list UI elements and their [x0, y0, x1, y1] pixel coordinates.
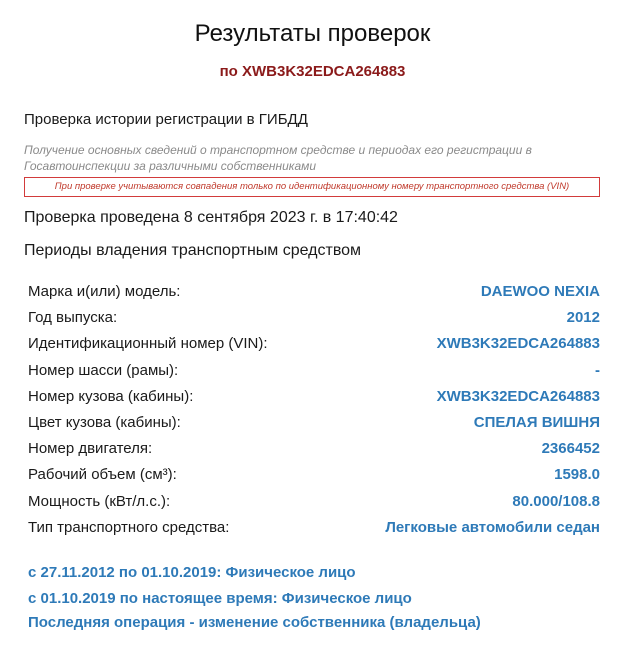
details-label: Марка и(или) модель: [28, 283, 181, 300]
last-operation: Последняя операция - изменение собственника (владельца) [28, 614, 481, 631]
details-row-type [28, 515, 600, 541]
ownership-period: с 27.11.2012 по 01.10.2019: Физическое лицо [28, 564, 356, 581]
ownership-period: с 01.10.2019 по настоящее время: Физическое лицо [28, 590, 412, 607]
details-row-engine [28, 436, 600, 462]
details-label: Идентификационный номер (VIN): [28, 335, 268, 353]
ownership-periods [28, 561, 600, 635]
vin-notice-box: При проверке учитываются совпадения только по идентификационному номеру транспортного средства (VIN) [24, 177, 600, 197]
section-title: Проверка истории регистрации в ГИБДД [24, 111, 308, 128]
section-description: Получение основных сведений о транспортном средстве и периодах его регистрации в Госавтоинспекции за различными собственниками [24, 143, 532, 173]
details-label: Мощность (кВт/л.с.): [28, 492, 171, 510]
details-label: Номер двигателя: [28, 440, 153, 458]
details-row-color [28, 410, 600, 436]
details-row-model [28, 279, 600, 305]
page-title: Результаты проверок [194, 20, 431, 47]
details-label: Год выпуска: [28, 309, 118, 327]
details-value: 1598.0 [554, 466, 600, 484]
details-label: Номер кузова (кабины): [28, 387, 194, 405]
details-row-vin [28, 331, 600, 357]
details-label: Цвет кузова (кабины): [28, 413, 181, 431]
details-label: Рабочий объем (см³): [28, 466, 177, 484]
details-row-body [28, 384, 600, 410]
details-value: Легковые автомобили седан [385, 518, 600, 536]
periods-title: Периоды владения транспортным средством [24, 242, 362, 259]
details-value: DAEWOO NEXIA [480, 283, 600, 300]
vin-subtitle: по XWB3K32EDCA264883 [219, 63, 406, 80]
details-row-year [28, 305, 600, 331]
details-value: XWB3K32EDCA264883 [436, 335, 600, 353]
details-value: СПЕЛАЯ ВИШНЯ [473, 413, 600, 431]
details-row-volume [28, 462, 600, 488]
details-value: XWB3K32EDCA264883 [436, 387, 600, 405]
vehicle-details-table [28, 279, 600, 541]
details-label: Тип транспортного средства: [28, 518, 230, 536]
details-value: 80.000/108.8 [512, 492, 600, 510]
details-value: - [595, 361, 600, 379]
details-value: 2366452 [541, 440, 600, 458]
check-date: Проверка проведена 8 сентября 2023 г. в 17:40:42 [24, 209, 398, 226]
details-value: 2012 [566, 309, 600, 327]
details-row-chassis [28, 358, 600, 384]
details-row-power [28, 489, 600, 515]
details-label: Номер шасси (рамы): [28, 361, 179, 379]
